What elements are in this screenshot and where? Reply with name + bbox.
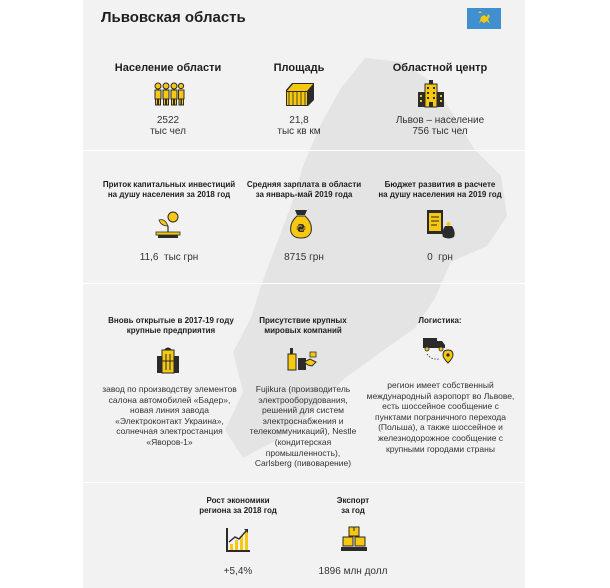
logistics-text	[363, 380, 518, 454]
export-boxes-icon	[340, 525, 368, 553]
text-line: есть шоссейное сообщение с	[382, 401, 499, 412]
text-line: электрооборудования,	[258, 394, 348, 405]
budget-icon	[423, 208, 457, 240]
population-block	[93, 62, 243, 74]
regional-center-block	[365, 62, 515, 74]
page-title: Львовская область	[101, 9, 246, 26]
area-unit: тыс кв км	[277, 126, 321, 137]
section-divider	[83, 482, 525, 483]
economic-growth-header-line2: региона за 2018 год	[199, 506, 277, 515]
budget-block	[365, 180, 515, 200]
money-bag-icon	[289, 209, 313, 239]
text-line: электроснабжения и	[262, 415, 344, 426]
area-block	[229, 62, 369, 74]
investment-icon	[153, 210, 183, 240]
logistics-icon	[421, 334, 455, 364]
investment-block	[89, 180, 249, 200]
global-companies-text	[228, 384, 378, 469]
new-enterprises-header-line1: Вновь открытые в 2017-19 году	[108, 316, 234, 325]
regional-center-header: Областной центр	[392, 62, 488, 74]
budget-header-line1: Бюджет развития в расчете	[384, 180, 496, 189]
partnership-icon	[286, 346, 318, 372]
text-line: новая линия завода	[130, 405, 209, 416]
global-companies-header-line2: мировых компаний	[264, 326, 342, 335]
regional-center-value: Львов – население	[395, 115, 485, 126]
export-value: 1896 млн долл	[318, 566, 388, 577]
salary-header-line1: Средняя зарплата в области	[246, 180, 362, 189]
population-value: 2522	[156, 115, 180, 126]
text-line: солнечная электростанция	[116, 426, 223, 437]
text-line: железнодорожное сообщение с	[377, 432, 504, 443]
economic-growth-block	[173, 496, 303, 516]
people-icon	[153, 82, 185, 106]
logistics-block	[365, 316, 515, 326]
economic-growth-header-line1: Рост экономики	[206, 496, 270, 505]
global-companies-block	[228, 316, 378, 336]
budget-header-line2: на душу населения на 2019 год	[378, 190, 502, 199]
land-area-icon	[283, 80, 317, 108]
text-line: решений для систем	[261, 405, 345, 416]
export-block	[288, 496, 418, 516]
text-line: международный аэропорт во Львове,	[366, 390, 515, 401]
salary-header-line2: за январь-май 2019 года	[255, 190, 353, 199]
growth-chart-icon	[225, 527, 251, 553]
text-line: пунктами пограничного перехода	[375, 411, 506, 422]
region-flag-icon	[467, 8, 501, 29]
area-header: Площадь	[273, 62, 325, 74]
section-divider	[83, 283, 525, 284]
svg-text:₴: ₴	[296, 222, 306, 235]
budget-value: 0 грн	[427, 252, 453, 263]
investment-header-line1: Приток капитальных инвестиций	[102, 180, 236, 189]
text-line: регион имеет собственный	[387, 380, 494, 390]
population-unit: тыс чел	[150, 126, 186, 137]
text-line: «Яворов-1»	[146, 436, 193, 447]
text-line: крупными городами страны	[386, 443, 495, 454]
city-building-icon	[416, 80, 446, 108]
regional-center-population: 756 тыс чел	[412, 126, 468, 137]
export-header-line1: Экспорт	[336, 496, 370, 505]
salary-block	[229, 180, 379, 200]
population-header: Население области	[114, 62, 222, 74]
investment-value: 11,6 тыс грн	[139, 252, 199, 263]
logistics-header: Логистика:	[418, 316, 462, 325]
global-companies-header-line1: Присутствие крупных	[259, 316, 347, 325]
economic-growth-value: +5,4%	[223, 566, 253, 577]
factory-icon	[155, 346, 181, 374]
section-divider	[83, 150, 525, 151]
area-value: 21,8	[289, 115, 309, 126]
text-line: завод по производству элементов	[102, 384, 237, 394]
text-line: телекоммуникаций), Nestle	[249, 426, 357, 437]
new-enterprises-header-line2: крупные предприятия	[126, 326, 216, 335]
investment-header-line2: на душу населения за 2018 год	[107, 190, 231, 199]
infographic-page	[83, 0, 525, 588]
text-line: (Польша), а также шоссейное и	[378, 422, 503, 433]
export-header-line2: за год	[341, 506, 365, 515]
text-line: (кондитерская	[274, 436, 332, 447]
text-line: Carlsberg (пивоварение)	[254, 458, 352, 469]
salary-value: 8715 грн	[284, 252, 324, 263]
text-line: «Электроконтакт Украина»,	[115, 415, 224, 426]
text-line: Fujikura (производитель	[255, 384, 351, 394]
new-enterprises-block	[91, 316, 251, 336]
text-line: промышленность),	[265, 447, 341, 458]
text-line: салона автомобилей «Бадер»,	[108, 394, 231, 405]
